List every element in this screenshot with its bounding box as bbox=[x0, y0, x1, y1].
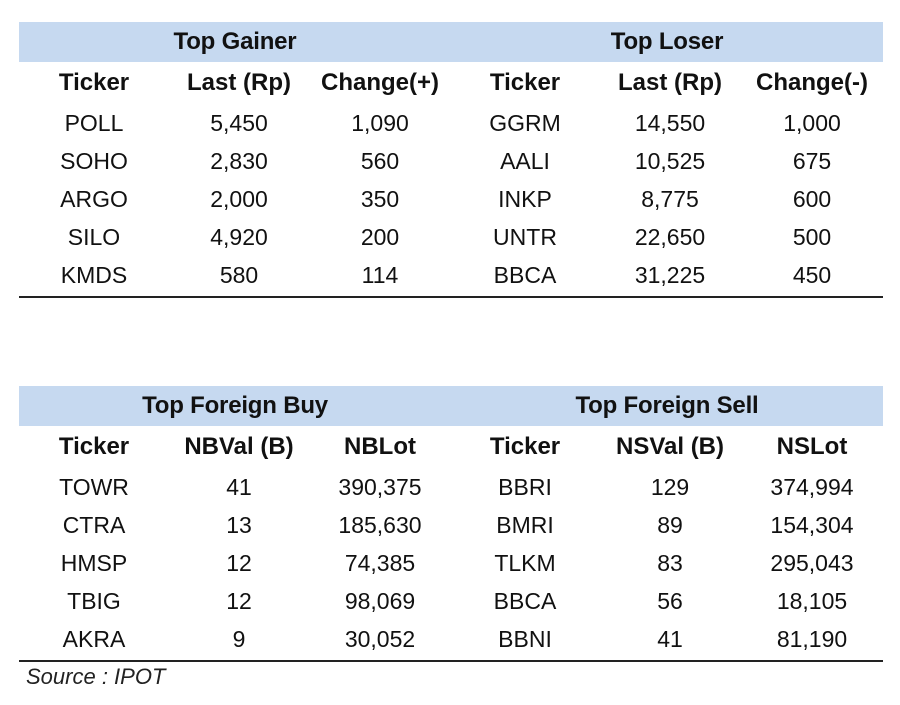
foreign-flow-table bbox=[19, 386, 883, 662]
value-cell: 154,304 bbox=[770, 511, 854, 538]
value-cell: 129 bbox=[650, 473, 690, 500]
table-row bbox=[19, 104, 883, 142]
foreign-body bbox=[19, 468, 883, 658]
top-foreign-buy-title: Top Foreign Buy bbox=[142, 392, 328, 419]
ticker-cell: TOWR bbox=[59, 473, 129, 500]
value-cell: 30,052 bbox=[344, 625, 416, 652]
ticker-cell: TBIG bbox=[67, 587, 121, 614]
column-header: Ticker bbox=[489, 69, 561, 96]
value-cell: 5,450 bbox=[210, 109, 268, 136]
ticker-cell: HMSP bbox=[60, 549, 128, 576]
table-row bbox=[19, 506, 883, 544]
ticker-cell: POLL bbox=[64, 109, 124, 136]
column-header: Last (Rp) bbox=[187, 69, 291, 96]
table-bottom-rule bbox=[19, 296, 883, 298]
value-cell: 83 bbox=[657, 549, 683, 576]
value-cell: 2,830 bbox=[210, 147, 268, 174]
value-cell: 8,775 bbox=[641, 185, 699, 212]
top-foreign-sell-title: Top Foreign Sell bbox=[575, 392, 759, 419]
value-cell: 31,225 bbox=[634, 261, 706, 288]
table-row bbox=[19, 582, 883, 620]
value-cell: 675 bbox=[792, 147, 832, 174]
value-cell: 450 bbox=[792, 261, 832, 288]
value-cell: 12 bbox=[226, 587, 252, 614]
ticker-cell: BBCA bbox=[493, 587, 557, 614]
value-cell: 89 bbox=[657, 511, 683, 538]
value-cell: 560 bbox=[360, 147, 400, 174]
value-cell: 2,000 bbox=[210, 185, 268, 212]
ticker-cell: ARGO bbox=[60, 185, 128, 212]
table-row bbox=[19, 468, 883, 506]
source-note: Source : IPOT bbox=[26, 664, 166, 689]
column-header: Change(+) bbox=[320, 69, 439, 96]
value-cell: 41 bbox=[657, 625, 683, 652]
value-cell: 114 bbox=[361, 261, 399, 288]
table-row bbox=[19, 620, 883, 658]
table-row bbox=[19, 256, 883, 294]
value-cell: 350 bbox=[360, 185, 400, 212]
value-cell: 22,650 bbox=[634, 223, 706, 250]
value-cell: 18,105 bbox=[776, 587, 848, 614]
value-cell: 390,375 bbox=[338, 473, 422, 500]
value-cell: 81,190 bbox=[776, 625, 848, 652]
column-header: NSLot bbox=[776, 433, 848, 460]
ticker-cell: CTRA bbox=[62, 511, 126, 538]
value-cell: 98,069 bbox=[344, 587, 416, 614]
ticker-cell: AALI bbox=[500, 147, 550, 174]
value-cell: 4,920 bbox=[210, 223, 268, 250]
value-cell: 14,550 bbox=[634, 109, 706, 136]
table-bottom-rule bbox=[19, 660, 883, 662]
value-cell: 12 bbox=[226, 549, 252, 576]
value-cell: 580 bbox=[219, 261, 259, 288]
value-cell: 374,994 bbox=[770, 473, 854, 500]
value-cell: 295,043 bbox=[770, 549, 854, 576]
column-header: NBVal (B) bbox=[184, 433, 294, 460]
ticker-cell: SOHO bbox=[60, 147, 128, 174]
ticker-cell: BBNI bbox=[498, 625, 552, 652]
ticker-cell: BMRI bbox=[496, 511, 554, 538]
column-header: Ticker bbox=[489, 433, 561, 460]
top-gainer-title: Top Gainer bbox=[173, 28, 297, 55]
movers-header-row bbox=[19, 62, 883, 104]
column-header: Ticker bbox=[58, 433, 130, 460]
foreign-header-row bbox=[19, 426, 883, 468]
table-row bbox=[19, 142, 883, 180]
ticker-cell: KMDS bbox=[60, 261, 128, 288]
value-cell: 1,090 bbox=[351, 109, 409, 136]
ticker-cell: SILO bbox=[67, 223, 121, 250]
value-cell: 41 bbox=[226, 473, 252, 500]
table-row bbox=[19, 218, 883, 256]
value-cell: 13 bbox=[226, 511, 252, 538]
movers-table bbox=[19, 22, 883, 298]
value-cell: 185,630 bbox=[338, 511, 422, 538]
table-row bbox=[19, 180, 883, 218]
value-cell: 74,385 bbox=[344, 549, 416, 576]
ticker-cell: BBRI bbox=[498, 473, 552, 500]
value-cell: 200 bbox=[360, 223, 400, 250]
ticker-cell: INKP bbox=[498, 185, 552, 212]
value-cell: 500 bbox=[792, 223, 832, 250]
column-header: NBLot bbox=[344, 433, 416, 460]
value-cell: 1,000 bbox=[783, 109, 841, 136]
ticker-cell: GGRM bbox=[489, 109, 561, 136]
top-loser-title: Top Loser bbox=[610, 28, 724, 55]
column-header: Change(-) bbox=[756, 69, 868, 96]
ticker-cell: TLKM bbox=[494, 549, 556, 576]
ticker-cell: AKRA bbox=[62, 625, 126, 652]
value-cell: 56 bbox=[657, 587, 683, 614]
ticker-cell: BBCA bbox=[493, 261, 557, 288]
table-row bbox=[19, 544, 883, 582]
ticker-cell: UNTR bbox=[493, 223, 557, 250]
column-header: Last (Rp) bbox=[618, 69, 722, 96]
foreign-title-band bbox=[19, 386, 883, 426]
column-header: NSVal (B) bbox=[615, 433, 725, 460]
value-cell: 10,525 bbox=[634, 147, 706, 174]
value-cell: 600 bbox=[792, 185, 832, 212]
column-header: Ticker bbox=[58, 69, 130, 96]
movers-title-band bbox=[19, 22, 883, 62]
movers-body bbox=[19, 104, 883, 294]
value-cell: 9 bbox=[232, 625, 246, 652]
